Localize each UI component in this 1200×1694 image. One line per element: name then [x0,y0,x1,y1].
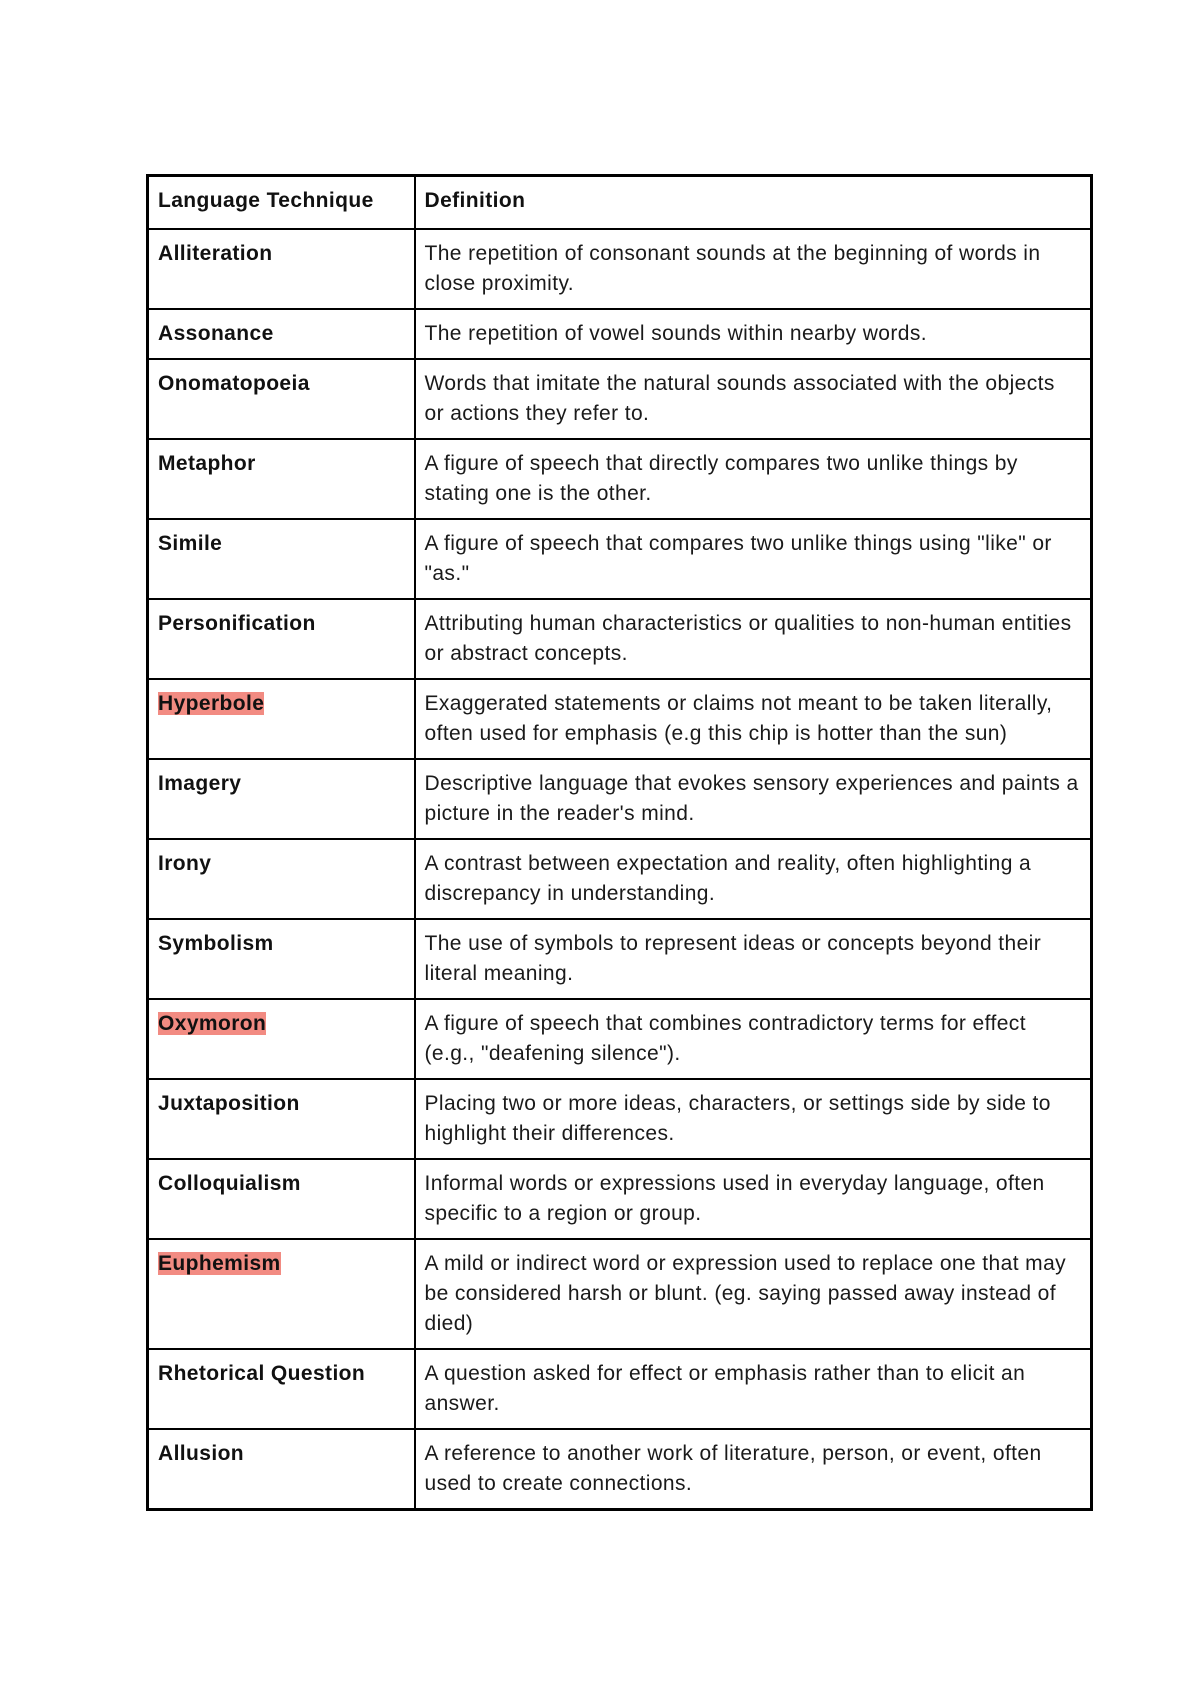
technique-term: Metaphor [158,452,256,475]
technique-term-cell [148,999,415,1079]
technique-term: Simile [158,532,223,555]
table-row [148,839,1092,919]
technique-definition: A mild or indirect word or expression used to replace one that may be considered harsh or blunt. (eg. saying passed away instead of died) [415,1239,1092,1349]
technique-term: Symbolism [158,932,274,955]
table-row [148,309,1092,359]
table-row [148,519,1092,599]
technique-definition: A figure of speech that combines contradictory terms for effect (e.g., "deafening silence"). [415,999,1092,1079]
highlighted-term: Euphemism [158,1252,281,1275]
technique-term-cell [148,679,415,759]
table-row [148,759,1092,839]
technique-term-cell [148,919,415,999]
highlighted-term: Hyperbole [158,692,265,715]
technique-term: Irony [158,852,212,875]
technique-term-cell [148,359,415,439]
technique-term-cell [148,519,415,599]
technique-term: Rhetorical Question [158,1362,366,1385]
highlighted-term: Oxymoron [158,1012,267,1035]
header-language-technique: Language Technique [148,176,415,230]
technique-definition: Placing two or more ideas, characters, or settings side by side to highlight their differences. [415,1079,1092,1159]
table-row [148,999,1092,1079]
technique-term: Colloquialism [158,1172,301,1195]
technique-definition: The use of symbols to represent ideas or concepts beyond their literal meaning. [415,919,1092,999]
table-row [148,439,1092,519]
header-definition: Definition [415,176,1092,230]
technique-definition: Informal words or expressions used in everyday language, often specific to a region or group. [415,1159,1092,1239]
table-row [148,1239,1092,1349]
technique-term-cell [148,1239,415,1349]
table-row [148,1429,1092,1510]
table-row [148,229,1092,309]
technique-term-cell [148,229,415,309]
table-row [148,1079,1092,1159]
table-row [148,679,1092,759]
technique-term-cell [148,1079,415,1159]
technique-definition: A question asked for effect or emphasis rather than to elicit an answer. [415,1349,1092,1429]
technique-term-cell [148,1349,415,1429]
table-row [148,919,1092,999]
table-row [148,359,1092,439]
technique-term-cell [148,439,415,519]
technique-definition: A reference to another work of literature, person, or event, often used to create connections. [415,1429,1092,1510]
technique-definition: Exaggerated statements or claims not meant to be taken literally, often used for emphasis (e.g this chip is hotter than the sun) [415,679,1092,759]
technique-term: Personification [158,612,316,635]
technique-term: Assonance [158,322,274,345]
technique-term: Alliteration [158,242,273,265]
technique-definition: A figure of speech that compares two unlike things using "like" or "as." [415,519,1092,599]
table-row [148,599,1092,679]
technique-term-cell [148,1429,415,1510]
technique-definition: The repetition of vowel sounds within nearby words. [415,309,1092,359]
technique-term-cell [148,759,415,839]
technique-term-cell [148,599,415,679]
technique-definition: The repetition of consonant sounds at the beginning of words in close proximity. [415,229,1092,309]
technique-term: Onomatopoeia [158,372,310,395]
technique-definition: A contrast between expectation and reality, often highlighting a discrepancy in understanding. [415,839,1092,919]
technique-definition: Descriptive language that evokes sensory experiences and paints a picture in the reader's mind. [415,759,1092,839]
table-body [148,229,1092,1510]
technique-term: Juxtaposition [158,1092,300,1115]
technique-definition: A figure of speech that directly compares two unlike things by stating one is the other. [415,439,1092,519]
technique-term: Allusion [158,1442,245,1465]
technique-term-cell [148,309,415,359]
technique-definition: Words that imitate the natural sounds associated with the objects or actions they refer to. [415,359,1092,439]
table-row [148,1159,1092,1239]
technique-definition: Attributing human characteristics or qualities to non-human entities or abstract concepts. [415,599,1092,679]
technique-term: Imagery [158,772,242,795]
technique-term-cell [148,1159,415,1239]
technique-term-cell [148,839,415,919]
table-header-row [148,176,1092,230]
language-techniques-table [146,174,1093,1511]
table-row [148,1349,1092,1429]
